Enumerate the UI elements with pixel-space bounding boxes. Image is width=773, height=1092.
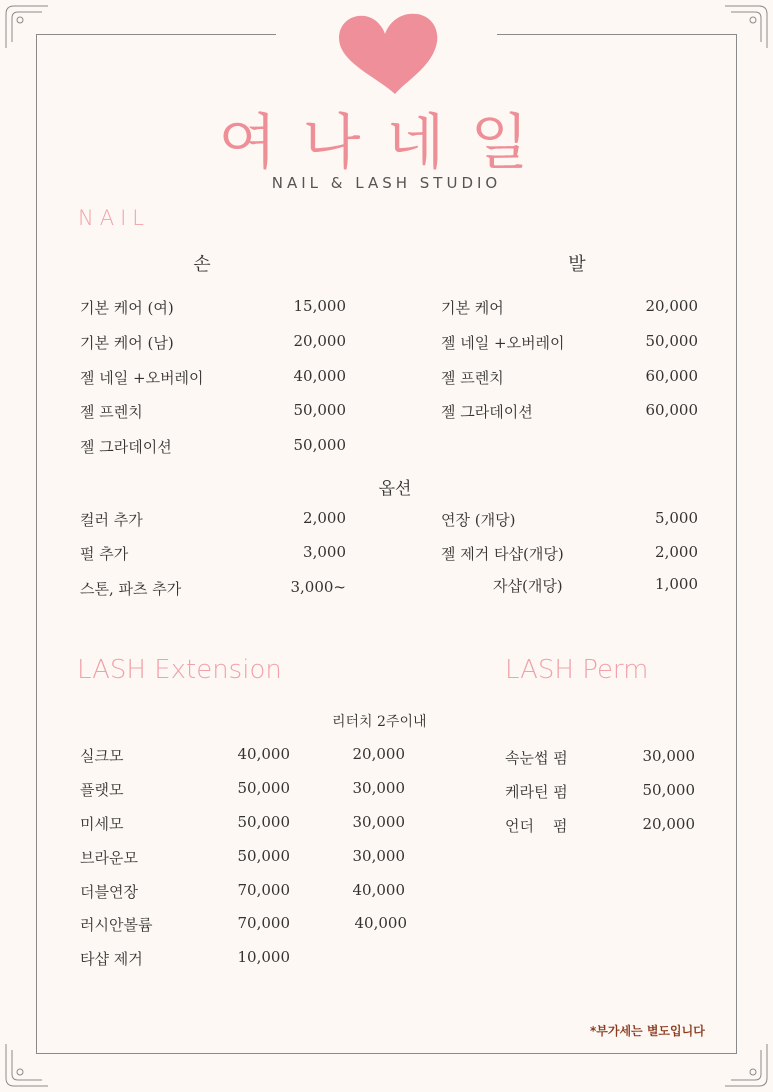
- perm-item-price: 30,000: [642, 747, 695, 765]
- foot-item-name: 젤 네일 +오버레이: [441, 334, 565, 352]
- hand-item-name: 기본 케어 (남): [80, 334, 174, 352]
- lash-item-name: 브라운모: [80, 849, 138, 867]
- frame-bottom: [36, 1053, 737, 1054]
- option-item-price: 1,000: [655, 575, 698, 593]
- foot-item-price: 50,000: [645, 332, 698, 350]
- lash-item-price: 70,000: [237, 881, 290, 899]
- perm-item-name: 케라틴 펌: [505, 783, 568, 801]
- lash-item-retouch: 40,000: [354, 914, 407, 932]
- option-item-name: 펄 추가: [80, 545, 129, 563]
- option-item-price: 3,000~: [290, 578, 346, 596]
- shop-title: 여나네일: [218, 108, 555, 178]
- hand-item-price: 50,000: [293, 436, 346, 454]
- hand-item-price: 20,000: [293, 332, 346, 350]
- frame-top-left: [36, 34, 276, 35]
- hand-item-name: 젤 프렌치: [80, 403, 143, 421]
- vat-note: *부가세는 별도입니다: [590, 1024, 705, 1038]
- lash-item-name: 러시안볼륨: [80, 916, 153, 934]
- corner-ornament-icon: [721, 1040, 771, 1090]
- hand-item-price: 40,000: [293, 367, 346, 385]
- lash-item-price: 40,000: [237, 745, 290, 763]
- lash-item-price: 50,000: [237, 847, 290, 865]
- foot-item-price: 20,000: [645, 297, 698, 315]
- option-item-price: 3,000: [303, 543, 346, 561]
- lash-item-name: 플랫모: [80, 781, 124, 799]
- hand-item-name: 젤 네일 +오버레이: [80, 369, 204, 387]
- hand-item-name: 젤 그라데이션: [80, 438, 172, 456]
- lash-item-retouch: 30,000: [352, 847, 405, 865]
- nail-section-label: NAIL: [78, 206, 150, 230]
- option-item-name: 컬러 추가: [80, 511, 143, 529]
- option-label: 옵션: [378, 479, 412, 499]
- frame-top-right: [497, 34, 737, 35]
- foot-item-name: 젤 그라데이션: [441, 403, 533, 421]
- option-item-price: 2,000: [303, 509, 346, 527]
- option-item-name: 자샵(개당): [493, 577, 563, 595]
- corner-ornament-icon: [721, 2, 771, 52]
- lash-extension-label: LASH Extension: [77, 655, 282, 685]
- corner-ornament-icon: [2, 1040, 52, 1090]
- lash-item-retouch: 30,000: [352, 813, 405, 831]
- hand-item-price: 50,000: [293, 401, 346, 419]
- lash-item-name: 더블연장: [80, 883, 138, 901]
- hand-column-label: 손: [193, 254, 211, 275]
- lash-item-name: 미세모: [80, 815, 124, 833]
- corner-ornament-icon: [2, 2, 52, 52]
- lash-item-price: 70,000: [237, 914, 290, 932]
- lash-item-price: 50,000: [237, 813, 290, 831]
- hand-item-name: 기본 케어 (여): [80, 299, 174, 317]
- lash-perm-label: LASH Perm: [505, 655, 649, 685]
- option-item-price: 5,000: [655, 509, 698, 527]
- foot-item-price: 60,000: [645, 401, 698, 419]
- foot-item-price: 60,000: [645, 367, 698, 385]
- foot-item-name: 젤 프렌치: [441, 369, 504, 387]
- heart-icon: [335, 10, 441, 96]
- lash-item-name: 실크모: [80, 747, 124, 765]
- lash-item-name: 타샵 제거: [80, 950, 143, 968]
- lash-item-price: 50,000: [237, 779, 290, 797]
- perm-item-name: 언더 펌: [505, 817, 568, 835]
- option-item-name: 젤 제거 타샵(개당): [441, 545, 564, 563]
- foot-column-label: 발: [568, 254, 586, 275]
- perm-item-name: 속눈썹 펌: [505, 749, 568, 767]
- retouch-label: 리터치 2주이내: [332, 714, 427, 730]
- lash-item-retouch: 40,000: [352, 881, 405, 899]
- option-item-price: 2,000: [655, 543, 698, 561]
- option-item-name: 스톤, 파츠 추가: [80, 580, 182, 598]
- option-item-name: 연장 (개당): [441, 511, 516, 529]
- hand-item-price: 15,000: [293, 297, 346, 315]
- lash-item-retouch: 20,000: [352, 745, 405, 763]
- perm-item-price: 20,000: [642, 815, 695, 833]
- perm-item-price: 50,000: [642, 781, 695, 799]
- lash-item-price: 10,000: [237, 948, 290, 966]
- shop-subtitle: NAIL & LASH STUDIO: [271, 174, 502, 192]
- lash-item-retouch: 30,000: [352, 779, 405, 797]
- foot-item-name: 기본 케어: [441, 299, 504, 317]
